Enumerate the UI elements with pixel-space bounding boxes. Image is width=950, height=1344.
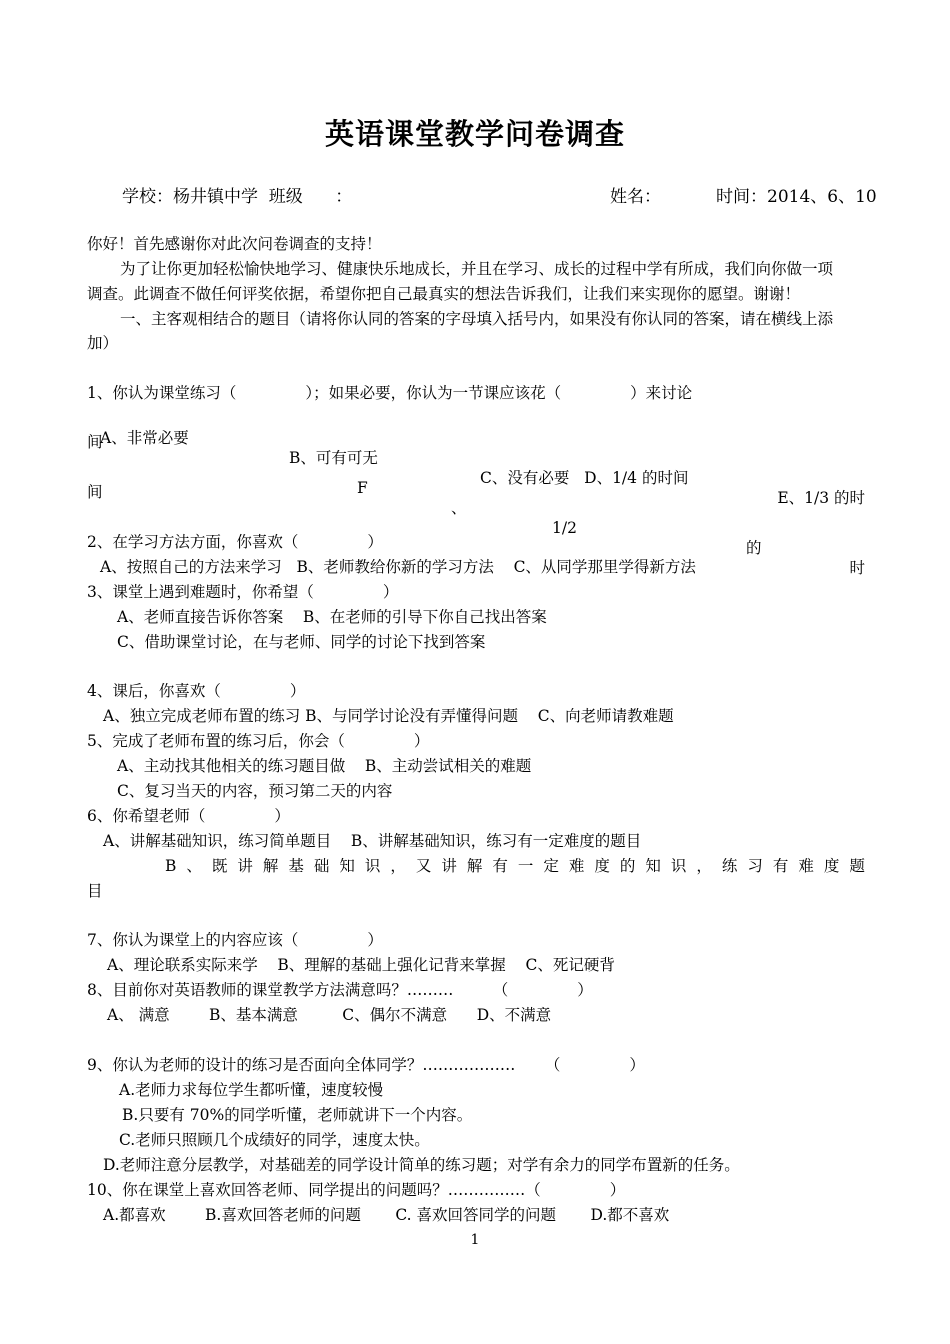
wrap-text: 间 xyxy=(87,483,103,501)
intro-paragraph-line: 为了让你更加轻松愉快地学习、健康快乐地成长，并且在学习、成长的过程中学有所成，我们向你做一项 xyxy=(120,260,834,278)
option-text: B、可有可无 xyxy=(289,449,378,467)
name-field: 姓名： xyxy=(610,187,661,207)
question-6-option-justified: B 、 既 讲 解 基 础 知 识 ， 又 讲 解 有 一 定 难 度 的 知 识 ， 练 习 有 难 度 题 xyxy=(165,857,865,875)
option-text: 1/2 xyxy=(552,519,577,537)
question-5-stem: 5、完成了老师布置的练习后，你会（ ） xyxy=(87,732,430,750)
question-4-options: A、独立完成老师布置的练习 B、与同学讨论没有弄懂得问题 C、向老师请教难题 xyxy=(103,707,674,725)
question-7-options: A、理论联系实际来学 B、理解的基础上强化记背来掌握 C、死记硬背 xyxy=(107,956,615,974)
question-5-options: A、主动找其他相关的练习题目做 B、主动尝试相关的难题 xyxy=(117,757,532,775)
school-class-field: 学校：杨井镇中学 班级 ： xyxy=(122,187,353,207)
question-3-options: C、借助课堂讨论，在与老师、同学的讨论下找到答案 xyxy=(117,633,486,651)
question-10-stem: 10、你在课堂上喜欢回答老师、同学提出的问题吗？……………（ ） xyxy=(87,1181,626,1199)
question-9-option-c: C.老师只照顾几个成绩好的同学，速度太快。 xyxy=(119,1131,430,1149)
question-3-stem: 3、课堂上遇到难题时，你希望（ ） xyxy=(87,583,399,601)
question-10-options: A.都喜欢 B.喜欢回答老师的问题 C. 喜欢回答同学的问题 D.都不喜欢 xyxy=(103,1206,670,1224)
question-1-option-f xyxy=(87,458,865,598)
question-1-stem: 1、你认为课堂练习（ ）；如果必要，你认为一节课应该花（ ）来讨论 xyxy=(87,384,693,402)
section-heading: 一、主客观相结合的题目（请将你认同的答案的字母填入括号内，如果没有你认同的答案，请在横线上添 xyxy=(120,310,834,328)
question-7-stem: 7、你认为课堂上的内容应该（ ） xyxy=(87,931,383,949)
question-5-options: C、复习当天的内容，预习第二天的内容 xyxy=(117,782,393,800)
option-text: 、 xyxy=(451,499,467,517)
greeting: 你好！首先感谢你对此次问卷调查的支持！ xyxy=(87,235,382,253)
question-9-option-a: A.老师力求每位学生都听懂，速度较慢 xyxy=(119,1081,384,1099)
intro-paragraph-line: 调查。此调查不做任何评奖依据，希望你把自己最真实的想法告诉我们，让我们来实现你的愿望。谢谢！ xyxy=(87,285,801,303)
option-text: 时 xyxy=(849,559,865,577)
section-heading-wrap: 加） xyxy=(87,334,119,352)
question-8-stem: 8、目前你对英语教师的课堂教学方法满意吗？……… （ ） xyxy=(87,981,593,999)
option-text: E、1/3 的时 xyxy=(777,489,865,507)
option-text: 的 xyxy=(746,539,762,557)
question-4-stem: 4、课后，你喜欢（ ） xyxy=(87,682,306,700)
question-9-option-b: B.只要有 70%的同学听懂，老师就讲下一个内容。 xyxy=(122,1106,473,1124)
option-text: C、没有必要 D、1/4 的时间 xyxy=(480,469,689,487)
question-6-options: A、讲解基础知识，练习简单题目 B、讲解基础知识，练习有一定难度的题目 xyxy=(103,832,642,850)
question-9-stem: 9、你认为老师的设计的练习是否面向全体同学？……………… （ ） xyxy=(87,1056,645,1074)
question-9-option-d: D.老师注意分层教学，对基础差的同学设计简单的练习题；对学有余力的同学布置新的任务。 xyxy=(103,1156,740,1174)
date-field: 时间：2014、6、10 xyxy=(716,187,877,207)
option-text: A、非常必要 xyxy=(100,429,189,447)
question-2-options: A、按照自己的方法来学习 B、老师教给你新的学习方法 C、从同学那里学得新方法 xyxy=(100,558,696,576)
option-text: F xyxy=(357,479,368,497)
question-6-stem: 6、你希望老师（ ） xyxy=(87,807,290,825)
page-title: 英语课堂教学问卷调查 xyxy=(324,117,625,151)
wrap-text: 间 xyxy=(87,433,103,451)
question-8-options: A、 满意 B、基本满意 C、偶尔不满意 D、不满意 xyxy=(107,1006,552,1024)
question-3-options: A、老师直接告诉你答案 B、在老师的引导下你自己找出答案 xyxy=(117,608,547,626)
page-number: 1 xyxy=(470,1232,480,1248)
wrap-text: 目 xyxy=(87,882,103,900)
question-2-stem: 2、在学习方法方面，你喜欢（ ） xyxy=(87,533,383,551)
